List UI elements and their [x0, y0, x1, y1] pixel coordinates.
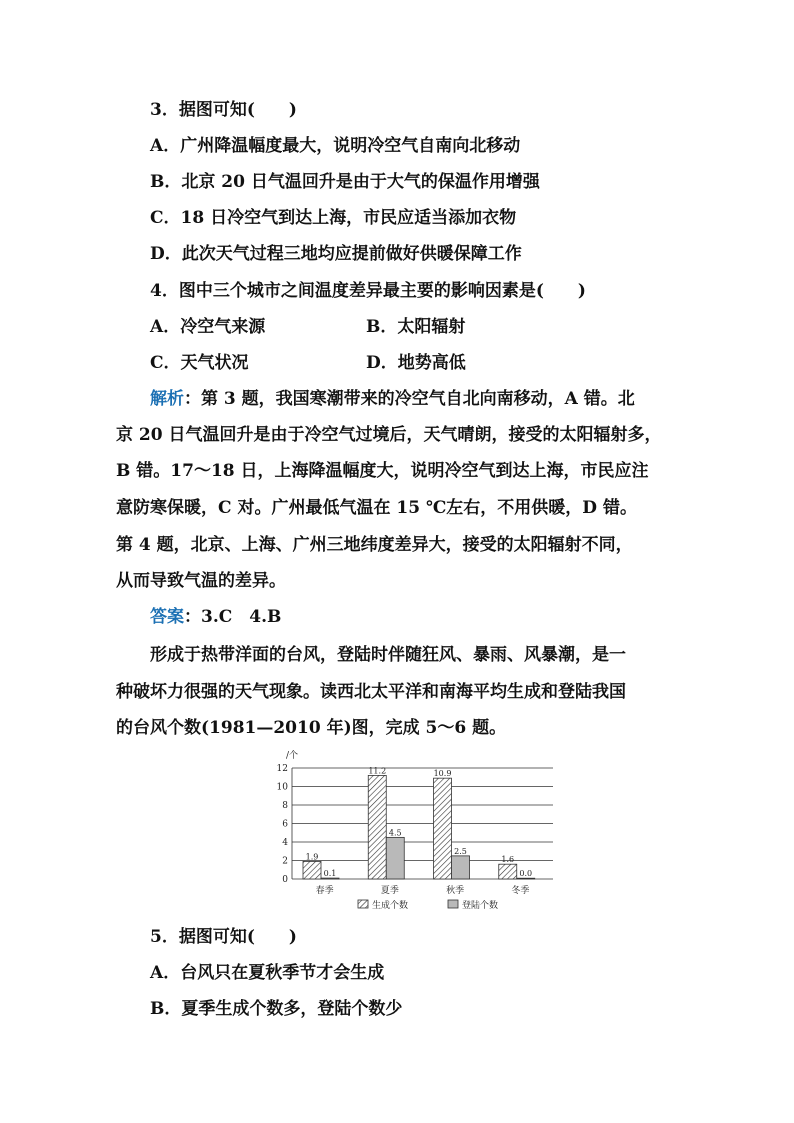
- analysis-line-6: 从而导致气温的差异。: [116, 571, 286, 591]
- question-3-stem: 3．据图可知( ): [150, 100, 297, 120]
- y-tick-label: 2: [282, 856, 288, 867]
- question-4-option-b: B．太阳辐射: [366, 317, 466, 337]
- y-tick-label: 12: [276, 764, 288, 774]
- bar-generated: [368, 775, 386, 879]
- category-label: 春季: [315, 886, 334, 896]
- analysis-line-4: 意防寒保暖，C 对。广州最低气温在 15 ℃左右，不用供暖，D 错。: [116, 498, 637, 518]
- y-tick-label: 10: [276, 782, 288, 793]
- question-5-option-b: B．夏季生成个数多，登陆个数少: [150, 999, 403, 1019]
- y-axis-label: /个: [286, 751, 299, 761]
- legend-swatch-landed: [448, 900, 458, 908]
- question-4-stem: 4．图中三个城市之间温度差异最主要的影响因素是( ): [150, 281, 586, 301]
- bar-landed: [321, 878, 339, 879]
- legend-label-landed: 登陆个数: [462, 901, 499, 911]
- y-tick-label: 8: [282, 801, 288, 811]
- category-label: 夏季: [380, 886, 399, 896]
- y-tick-label: 4: [282, 838, 288, 848]
- legend-swatch-generated: [358, 900, 368, 908]
- data-label-landed: 4.5: [388, 828, 402, 838]
- bar-landed: [452, 856, 470, 879]
- bar-generated: [499, 864, 517, 879]
- legend-label-generated: 生成个数: [372, 901, 409, 911]
- question-5-option-a: A．台风只在夏秋季节才会生成: [150, 963, 385, 983]
- question-3-option-c: C．18 日冷空气到达上海，市民应适当添加衣物: [150, 208, 517, 228]
- question-4-option-d: D．地势高低: [366, 353, 466, 373]
- question-5-stem: 5．据图可知( ): [150, 927, 297, 947]
- intro-line-3: 的台风个数(1981—2010 年)图，完成 5～6 题。: [116, 718, 507, 738]
- question-3-option-d: D．此次天气过程三地均应提前做好供暖保障工作: [150, 244, 522, 264]
- answer-text: ：3.C 4.B: [184, 607, 282, 627]
- analysis-line-2: 京 20 日气温回升是由于冷空气过境后，天气晴朗，接受的太阳辐射多，: [116, 425, 662, 445]
- question-3-option-a: A．广州降温幅度最大，说明冷空气自南向北移动: [150, 136, 521, 156]
- y-tick-label: 6: [282, 819, 288, 830]
- data-label-landed: 0.1: [323, 869, 337, 879]
- analysis-line-5: 第 4 题，北京、上海、广州三地纬度差异大，接受的太阳辐射不同，: [116, 535, 633, 555]
- analysis-label: 解析: [150, 389, 184, 409]
- bar-landed: [386, 837, 404, 879]
- analysis-text-1: ：第 3 题，我国寒潮带来的冷空气自北向南移动，A 错。北: [184, 389, 635, 409]
- data-label-landed: 2.5: [454, 846, 467, 856]
- data-label-generated: 1.9: [305, 852, 319, 862]
- data-label-generated: 1.6: [501, 855, 515, 865]
- question-4-option-c: C．天气状况: [150, 353, 249, 373]
- category-label: 冬季: [511, 886, 530, 896]
- bar-generated: [434, 778, 452, 879]
- bar-landed: [517, 878, 535, 879]
- data-label-generated: 11.2: [368, 766, 387, 776]
- intro-line-1: 形成于热带洋面的台风，登陆时伴随狂风、暴雨、风暴潮，是一: [150, 645, 626, 665]
- analysis-line-3: B 错。17～18 日，上海降温幅度大，说明冷空气到达上海，市民应注: [116, 461, 649, 481]
- category-label: 秋季: [446, 886, 465, 896]
- bar-generated: [303, 861, 321, 879]
- question-3-option-b: B．北京 20 日气温回升是由于大气的保温作用增强: [150, 172, 540, 192]
- data-label-generated: 10.9: [433, 769, 452, 779]
- intro-line-2: 种破坏力很强的天气现象。读西北太平洋和南海平均生成和登陆我国: [116, 682, 626, 702]
- answer-label: 答案: [150, 607, 184, 627]
- y-tick-label: 0: [282, 875, 288, 885]
- data-label-landed: 0.0: [519, 869, 533, 879]
- question-4-option-a: A．冷空气来源: [150, 317, 266, 337]
